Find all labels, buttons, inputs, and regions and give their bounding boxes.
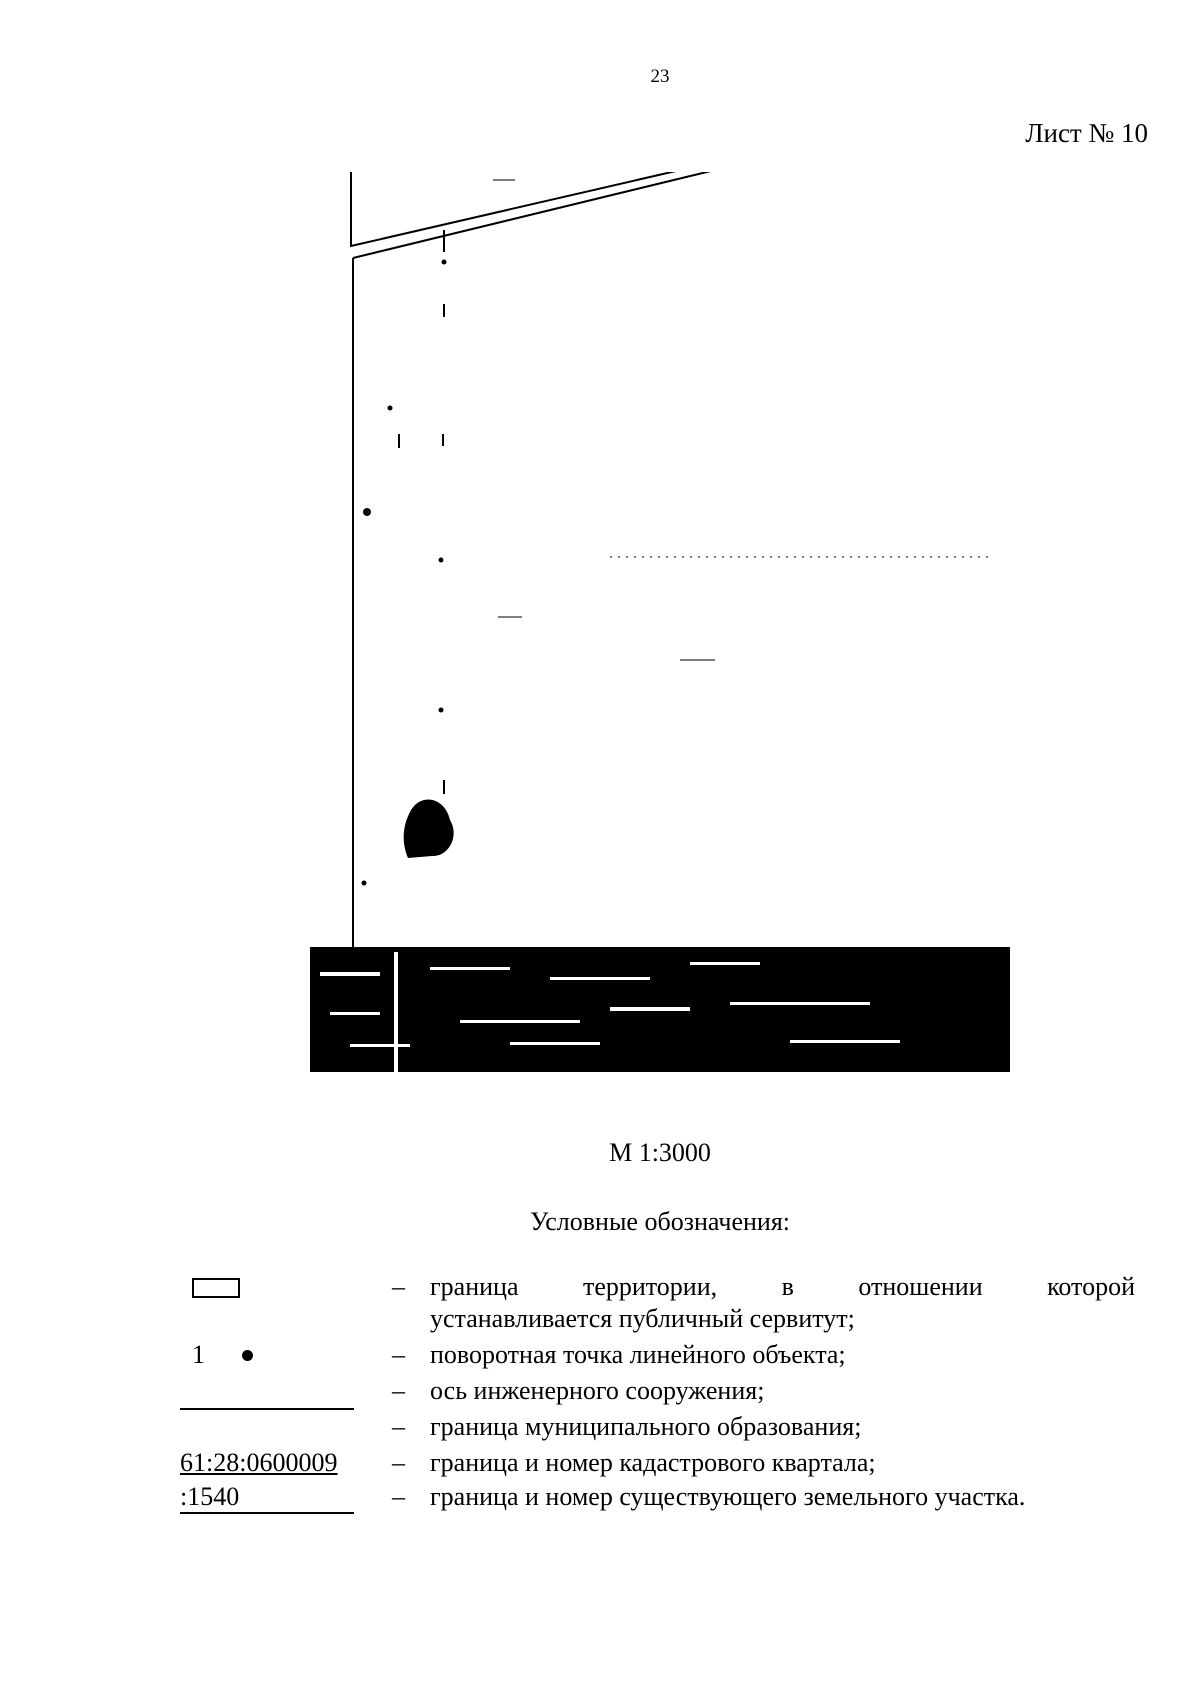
legend-text: граница и номер существующего земельного участка. xyxy=(430,1482,1026,1511)
legend-symbol-label: 61:28:0600009 xyxy=(180,1448,338,1477)
legend-dash: – xyxy=(392,1482,405,1511)
legend-text: граница муниципального образования; xyxy=(430,1412,862,1441)
map-label-marks xyxy=(493,180,990,660)
sheet-label: Лист № 10 xyxy=(1025,118,1148,148)
legend-dash: – xyxy=(392,1448,405,1477)
legend-dash: – xyxy=(392,1412,405,1441)
turning-points xyxy=(362,260,447,886)
legend-text: граница территории, в отношении которой xyxy=(430,1272,1135,1301)
legend-symbol-label: :1540 xyxy=(180,1482,240,1511)
legend-symbol-label: 1 xyxy=(192,1340,205,1369)
page-number: 23 xyxy=(650,66,670,87)
legend-dash: – xyxy=(392,1272,405,1301)
legend-text: поворотная точка линейного объекта; xyxy=(430,1340,846,1369)
map-image xyxy=(310,172,1010,1142)
axis-marks xyxy=(399,230,444,794)
boundary-lines xyxy=(351,172,715,972)
map-scale: М 1:3000 xyxy=(609,1138,711,1167)
legend-title: Условные обозначения: xyxy=(529,1207,791,1236)
legend-text: ось инженерного сооружения; xyxy=(430,1376,765,1405)
legend-text: граница и номер кадастрового квартала; xyxy=(430,1448,876,1477)
legend-dash: – xyxy=(392,1340,405,1369)
legend-dash: – xyxy=(392,1376,405,1405)
map-blob xyxy=(404,800,454,858)
legend-text: устанавливается публичный сервитут; xyxy=(430,1304,855,1333)
